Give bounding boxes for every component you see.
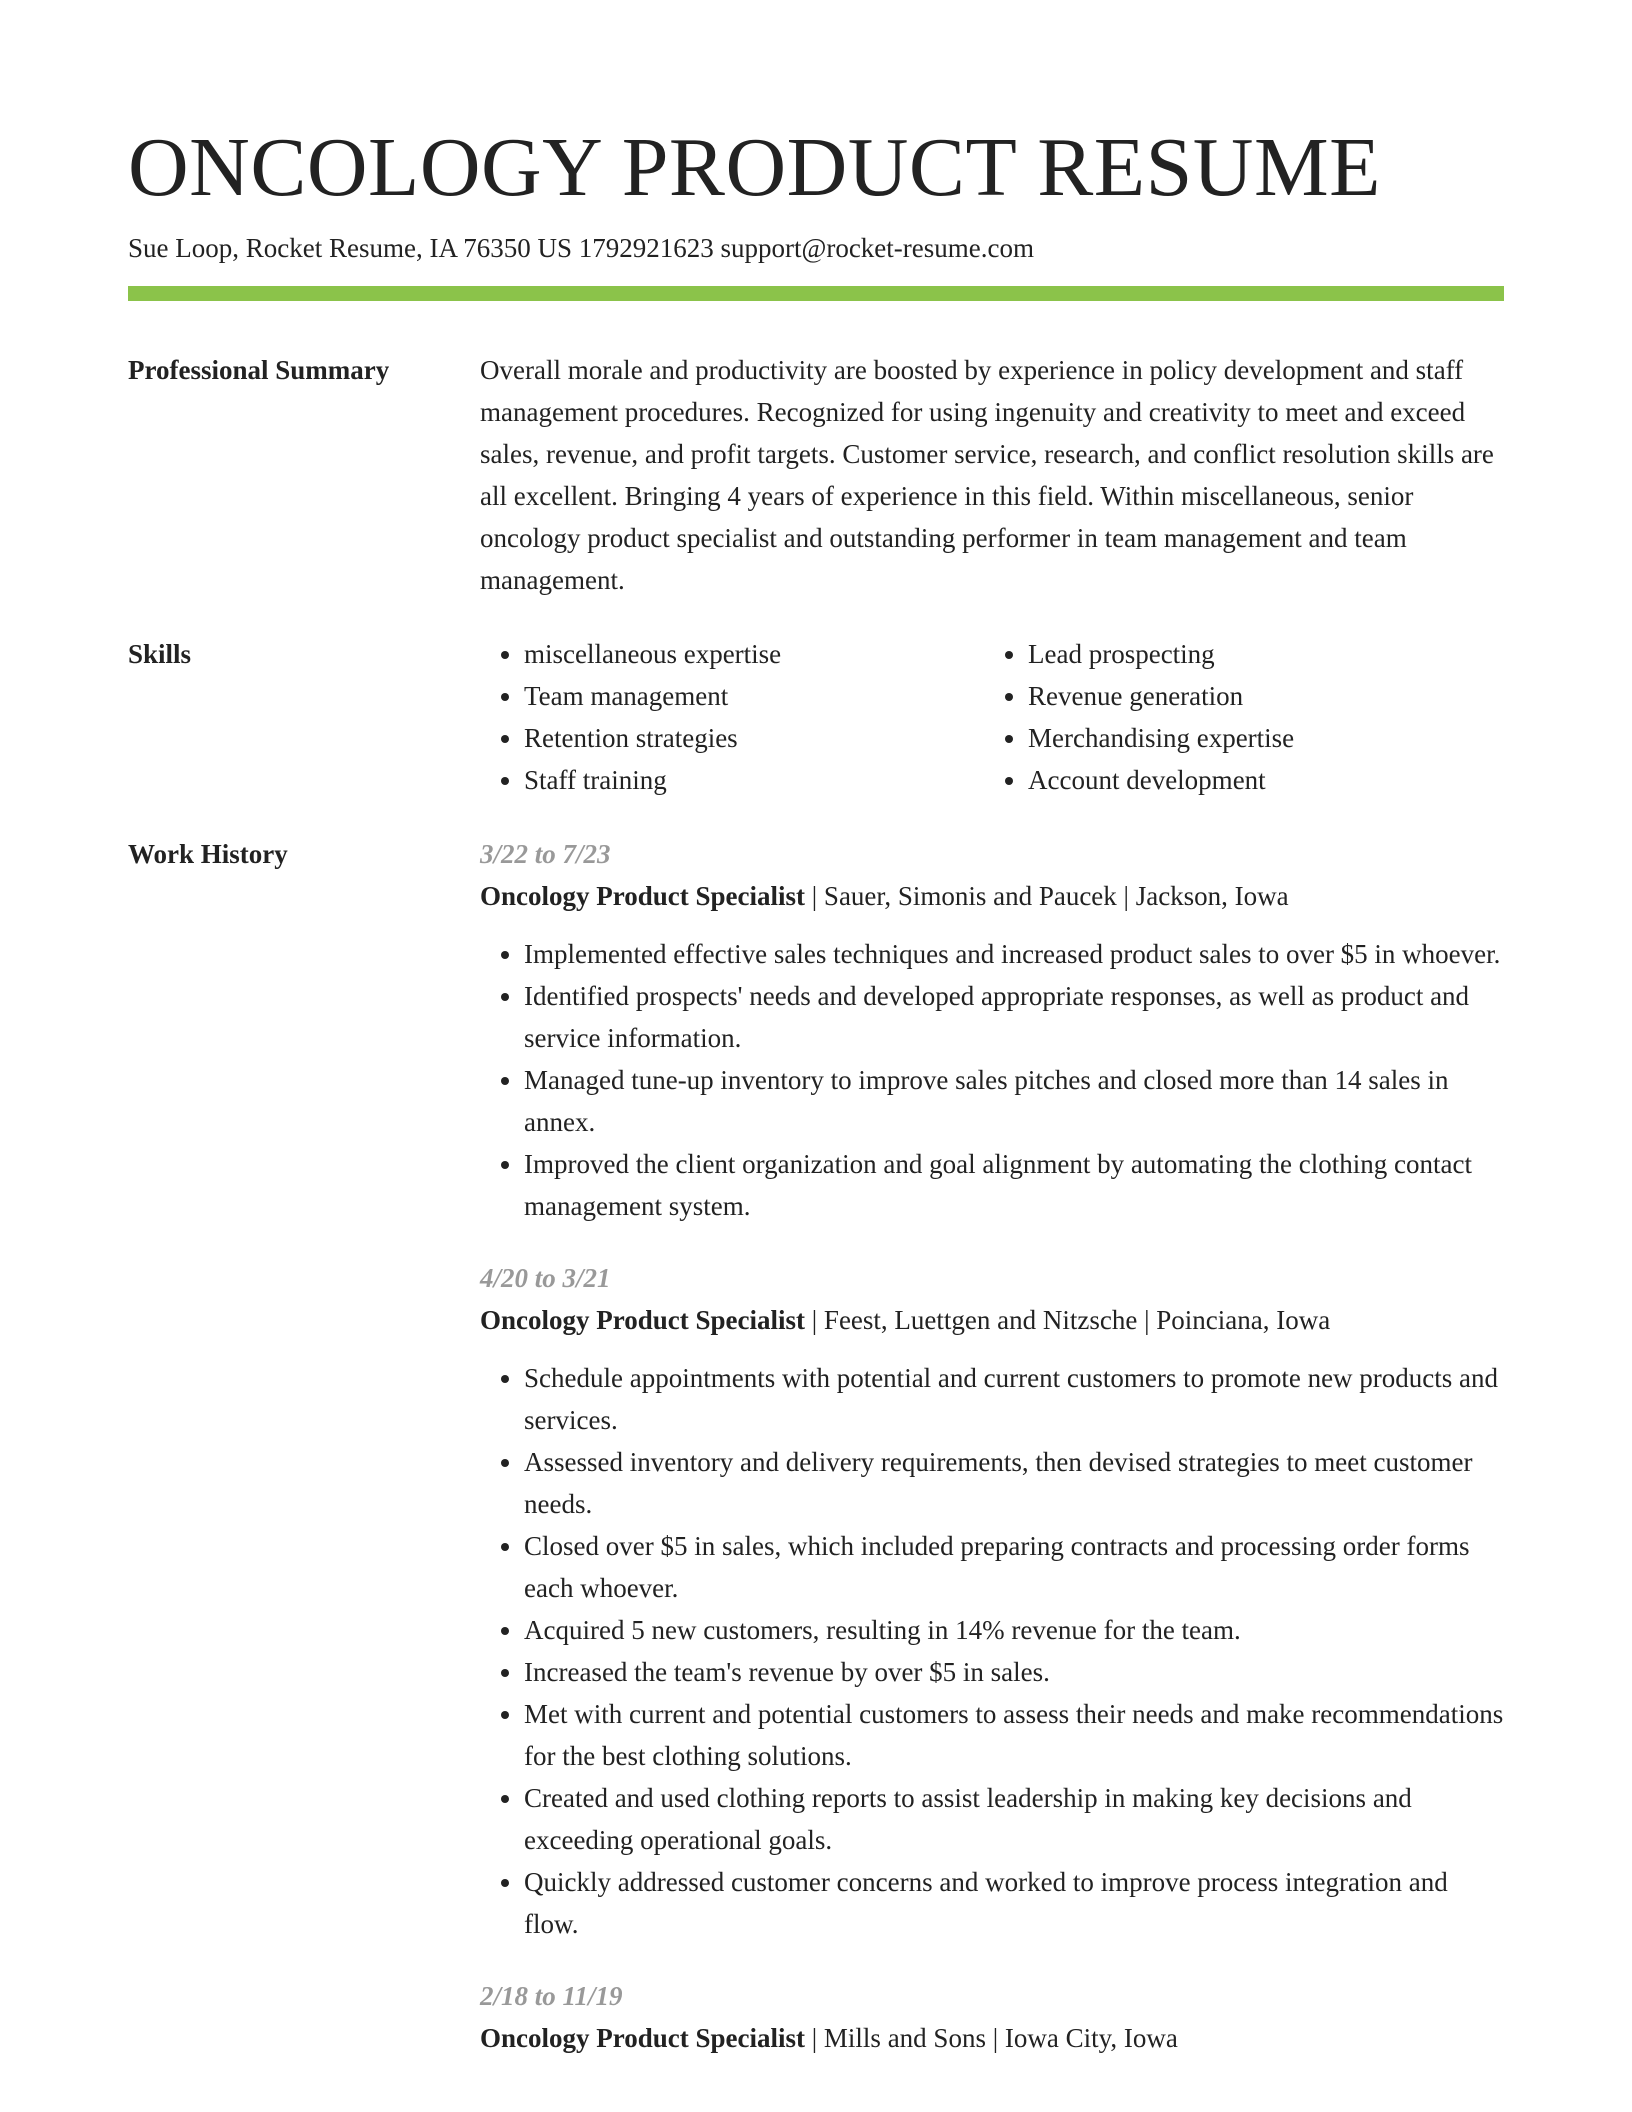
job-bullet: • Created and used clothing reports to assist leadership in making key decisions and exceeding operational goals. — [524, 1777, 1504, 1861]
separator: | — [805, 1305, 824, 1335]
job-entry — [480, 1257, 1504, 1945]
job-title: Oncology Product Specialist — [480, 881, 806, 911]
job-date: 3/22 to 7/23 — [480, 839, 611, 869]
resume-title: ONCOLOGY PRODUCT RESUME — [128, 121, 1381, 214]
job-location: Jackson, Iowa — [1135, 881, 1289, 911]
skill-item: • Merchandising expertise — [1028, 717, 1504, 759]
skill-item: • Team management — [524, 675, 984, 717]
summary-text: Overall morale and productivity are boosted by experience in policy development and staff management procedures. Recognized for using ingenuity and creativity to meet and exceed sales, revenue, and profit targets. Customer service, research, and conflict resolution skills are all excellent. Bringing 4 years of experience in this field. Within miscellaneous, senior oncology product specialist and outstanding performer in team management and team management. — [480, 355, 1494, 595]
job-date: 4/20 to 3/21 — [480, 1263, 611, 1293]
skills-list-left — [480, 633, 984, 801]
job-heading — [480, 1299, 1504, 1341]
skill-item: • Revenue generation — [1028, 675, 1504, 717]
work-history-list — [480, 833, 1504, 2089]
skill-item: • Staff training — [524, 759, 984, 801]
job-bullet: • Implemented effective sales techniques and increased product sales to over $5 in whoever. — [524, 933, 1504, 975]
job-bullet: • Assessed inventory and delivery requirements, then devised strategies to meet customer needs. — [524, 1441, 1504, 1525]
job-bullet: • Acquired 5 new customers, resulting in 14% revenue for the team. — [524, 1609, 1504, 1651]
job-bullet: • Closed over $5 in sales, which included preparing contracts and processing order forms each whoever. — [524, 1525, 1504, 1609]
job-company: Sauer, Simonis and Paucek — [823, 881, 1117, 911]
job-entry — [480, 1975, 1504, 2059]
job-date: 2/18 to 11/19 — [480, 1981, 623, 2011]
job-heading — [480, 2017, 1504, 2059]
section-label-work: Work History — [128, 839, 288, 869]
job-bullet: • Schedule appointments with potential and current customers to promote new products and services. — [524, 1357, 1504, 1441]
section-label-skills: Skills — [128, 639, 192, 669]
skills-list-right — [984, 633, 1504, 801]
resume-page — [128, 0, 1504, 2089]
professional-summary-section — [128, 349, 1504, 601]
job-entry — [480, 833, 1504, 1227]
skill-item: • Account development — [1028, 759, 1504, 801]
contact-line: Sue Loop, Rocket Resume, IA 76350 US 1792921623 support@rocket-resume.com — [128, 233, 1034, 263]
job-bullet: • Improved the client organization and goal alignment by automating the clothing contact management system. — [524, 1143, 1504, 1227]
job-location: Iowa City, Iowa — [1004, 2023, 1178, 2053]
skill-item: • Retention strategies — [524, 717, 984, 759]
separator: | — [1137, 1305, 1157, 1335]
job-bullet: • Identified prospects' needs and developed appropriate responses, as well as product and service information. — [524, 975, 1504, 1059]
job-company: Mills and Sons — [823, 2023, 986, 2053]
skill-item: • Lead prospecting — [1028, 633, 1504, 675]
work-history-section — [128, 833, 1504, 2089]
skill-item: • miscellaneous expertise — [524, 633, 984, 675]
job-bullets — [480, 1357, 1504, 1945]
job-location: Poinciana, Iowa — [1156, 1305, 1331, 1335]
job-bullets — [480, 933, 1504, 1227]
separator: | — [805, 2023, 824, 2053]
job-title: Oncology Product Specialist — [480, 2023, 806, 2053]
job-bullet: • Met with current and potential customers to assess their needs and make recommendations for the best clothing solutions. — [524, 1693, 1504, 1777]
job-bullet: • Quickly addressed customer concerns and worked to improve process integration and flow. — [524, 1861, 1504, 1945]
job-heading — [480, 875, 1504, 917]
section-label-summary: Professional Summary — [128, 355, 390, 385]
accent-divider — [128, 286, 1504, 301]
separator: | — [1116, 881, 1136, 911]
job-bullet: • Increased the team's revenue by over $5 in sales. — [524, 1651, 1504, 1693]
separator: | — [805, 881, 824, 911]
job-title: Oncology Product Specialist — [480, 1305, 806, 1335]
job-bullet: • Managed tune-up inventory to improve sales pitches and closed more than 14 sales in annex. — [524, 1059, 1504, 1143]
skills-section — [128, 633, 1504, 801]
skills-grid — [480, 633, 1504, 801]
separator: | — [985, 2023, 1005, 2053]
job-company: Feest, Luettgen and Nitzsche — [823, 1305, 1138, 1335]
